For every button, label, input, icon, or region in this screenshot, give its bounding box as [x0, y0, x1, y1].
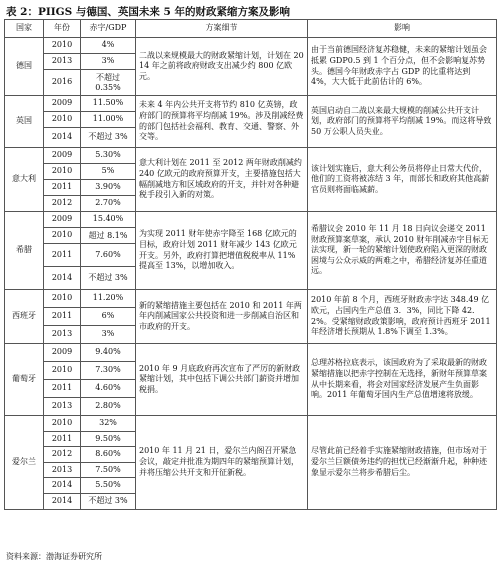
- year-cell: 2011: [44, 180, 81, 196]
- year-cell: 2012: [44, 447, 81, 463]
- year-cell: 2010: [44, 362, 81, 380]
- deficit-ratio-cell: 11.50%: [81, 96, 136, 112]
- country-cell: 英国: [5, 96, 44, 148]
- deficit-ratio-cell: 4%: [81, 38, 136, 54]
- deficit-ratio-cell: 6%: [81, 308, 136, 326]
- plan-detail-cell: 2010 年 11 月 21 日，爱尔兰内阁召开紧急会议，敲定并批准为期四年的紧缩预算计划，并将压缩公共开支和开征新税。: [136, 416, 308, 510]
- table-row: [5, 416, 497, 432]
- impact-cell: 由于当前德国经济复苏稳健，未来的紧缩计划虽会抵累 GDP0.5 到 1 个百分点，但不会影响复苏势头。德国今年财政赤字占 GDP 的比重将达到 4%，大大低于此前估计的 6%。: [308, 38, 497, 96]
- deficit-ratio-cell: 2.70%: [81, 196, 136, 212]
- deficit-ratio-cell: 5%: [81, 164, 136, 180]
- year-cell: 2013: [44, 462, 81, 478]
- deficit-ratio-cell: 不超过 0.35%: [81, 70, 136, 96]
- year-cell: 2010: [44, 38, 81, 54]
- year-cell: 2010: [44, 164, 81, 180]
- header-impact: 影响: [308, 20, 497, 38]
- impact-cell: 英国启动自二战以来最大规模的削减公共开支计划，政府部门的预算将平均削减 19%。而这将导致 50 万公职人员失业。: [308, 96, 497, 148]
- table-row: [5, 38, 497, 54]
- table-row: [5, 344, 497, 362]
- deficit-ratio-cell: 11.00%: [81, 112, 136, 128]
- year-cell: 2010: [44, 416, 81, 432]
- deficit-ratio-cell: 8.60%: [81, 447, 136, 463]
- plan-detail-cell: 二战以来规模最大的财政紧缩计划，计划在 2014 年之前将政府财政支出减少约 800 亿欧元。: [136, 38, 308, 96]
- fiscal-austerity-table: [4, 19, 497, 510]
- deficit-ratio-cell: 3.90%: [81, 180, 136, 196]
- plan-detail-cell: 未来 4 年内公共开支将节约 810 亿英镑，政府部门的预算将平均削减 19%。涉及削减经费的部门包括社会福利、教育、交通、警察、外交等。: [136, 96, 308, 148]
- plan-detail-cell: 为实现 2011 财年使赤字降至 168 亿欧元的目标，政府计划 2011 财年减少 143 亿欧元开支。另外，政府打算把增值税税率从 11% 提高至 13%，以增加收入。: [136, 212, 308, 290]
- deficit-ratio-cell: 15.40%: [81, 212, 136, 228]
- year-cell: 2011: [44, 380, 81, 398]
- country-cell: 西班牙: [5, 290, 44, 344]
- table-title: 表 2：PIIGS 与德国、英国未来 5 年的财政紧缩方案及影响: [6, 6, 291, 18]
- year-cell: 2016: [44, 70, 81, 96]
- deficit-ratio-cell: 5.30%: [81, 148, 136, 164]
- year-cell: 2011: [44, 431, 81, 447]
- deficit-ratio-cell: 不超过 3%: [81, 128, 136, 148]
- deficit-ratio-cell: 不超过 3%: [81, 267, 136, 290]
- deficit-ratio-cell: 7.50%: [81, 462, 136, 478]
- year-cell: 2013: [44, 54, 81, 70]
- year-cell: 2009: [44, 212, 81, 228]
- header-country: 国家: [5, 20, 44, 38]
- country-cell: 爱尔兰: [5, 416, 44, 510]
- impact-cell: 总理苏格拉底表示，该国政府为了采取最新的财政紧缩措施以把赤字控制在无选择，新财年预算草案从中长期来看，将会对国家经济发展产生负面影响。2011 年葡萄牙国内生产总值增速将放缓。: [308, 344, 497, 416]
- deficit-ratio-cell: 7.30%: [81, 362, 136, 380]
- year-cell: 2014: [44, 478, 81, 494]
- deficit-ratio-cell: 9.50%: [81, 431, 136, 447]
- header-plan-details: 方案细节: [136, 20, 308, 38]
- deficit-ratio-cell: 32%: [81, 416, 136, 432]
- header-row: [5, 20, 497, 38]
- header-deficit-ratio: 赤字/GDP: [81, 20, 136, 38]
- year-cell: 2009: [44, 96, 81, 112]
- table-row: [5, 96, 497, 112]
- deficit-ratio-cell: 5.50%: [81, 478, 136, 494]
- year-cell: 2013: [44, 326, 81, 344]
- deficit-ratio-cell: 3%: [81, 326, 136, 344]
- year-cell: 2010: [44, 228, 81, 244]
- year-cell: 2009: [44, 148, 81, 164]
- country-cell: 意大利: [5, 148, 44, 212]
- impact-cell: 该计划实施后，意大利公务员将停止日常大代价，他们的工资将被冻结 3 年，而部长和政府其他高薪官员则将面临减薪。: [308, 148, 497, 212]
- year-cell: 2014: [44, 128, 81, 148]
- impact-cell: 2010 年前 8 个月，西班牙财政赤字达 348.49 亿欧元，占国内生产总值 3．3%，同比下降 42．2%。受紧缩财政政策影响，政府预计西班牙 2011 年经济增长预期从 1.8%下调至 1.3%。: [308, 290, 497, 344]
- deficit-ratio-cell: 不超过 3%: [81, 493, 136, 509]
- country-cell: 葡萄牙: [5, 344, 44, 416]
- year-cell: 2013: [44, 398, 81, 416]
- table-body: [5, 38, 497, 510]
- plan-detail-cell: 意大利计划在 2011 至 2012 两年财政削减约 240 亿欧元的政府预算开支，主要措施包括大幅削减地方和区域政府的开支，并针对各种避税手段引入新的对策。: [136, 148, 308, 212]
- country-cell: 德国: [5, 38, 44, 96]
- year-cell: 2011: [44, 244, 81, 267]
- table-row: [5, 290, 497, 308]
- deficit-ratio-cell: 11.20%: [81, 290, 136, 308]
- year-cell: 2014: [44, 267, 81, 290]
- table-row: [5, 212, 497, 228]
- year-cell: 2010: [44, 112, 81, 128]
- year-cell: 2010: [44, 290, 81, 308]
- source-note: 资料来源：渤海证券研究所: [6, 552, 102, 561]
- deficit-ratio-cell: 9.40%: [81, 344, 136, 362]
- header-year: 年份: [44, 20, 81, 38]
- country-cell: 希腊: [5, 212, 44, 290]
- year-cell: 2009: [44, 344, 81, 362]
- impact-cell: 希腊议会 2010 年 11 月 18 日向议会递交 2011 财政预算案草案，承认 2010 财年削减赤字目标无法实现，新一轮的紧缩计划使政府陷入更深的财政困境与公众示威的两难之中，希腊经济复苏任重道远。: [308, 212, 497, 290]
- plan-detail-cell: 2010 年 9 月底政府再次宣布了严厉的新财政紧缩计划，其中包括下调公共部门薪资并增加税捐。: [136, 344, 308, 416]
- plan-detail-cell: 新的紧缩措施主要包括在 2010 和 2011 年两年内削减国家公共投资和进一步削减自治区和市政府的开支。: [136, 290, 308, 344]
- deficit-ratio-cell: 7.60%: [81, 244, 136, 267]
- year-cell: 2014: [44, 493, 81, 509]
- deficit-ratio-cell: 3%: [81, 54, 136, 70]
- deficit-ratio-cell: 超过 8.1%: [81, 228, 136, 244]
- deficit-ratio-cell: 2.80%: [81, 398, 136, 416]
- year-cell: 2011: [44, 308, 81, 326]
- table-row: [5, 148, 497, 164]
- year-cell: 2012: [44, 196, 81, 212]
- deficit-ratio-cell: 4.60%: [81, 380, 136, 398]
- impact-cell: 尽管此前已经着手实施紧缩财政措施，但市场对于爱尔兰巨额债务违约的担忧已经渐渐升起，种种迹象显示爱尔兰将步希腊后尘。: [308, 416, 497, 510]
